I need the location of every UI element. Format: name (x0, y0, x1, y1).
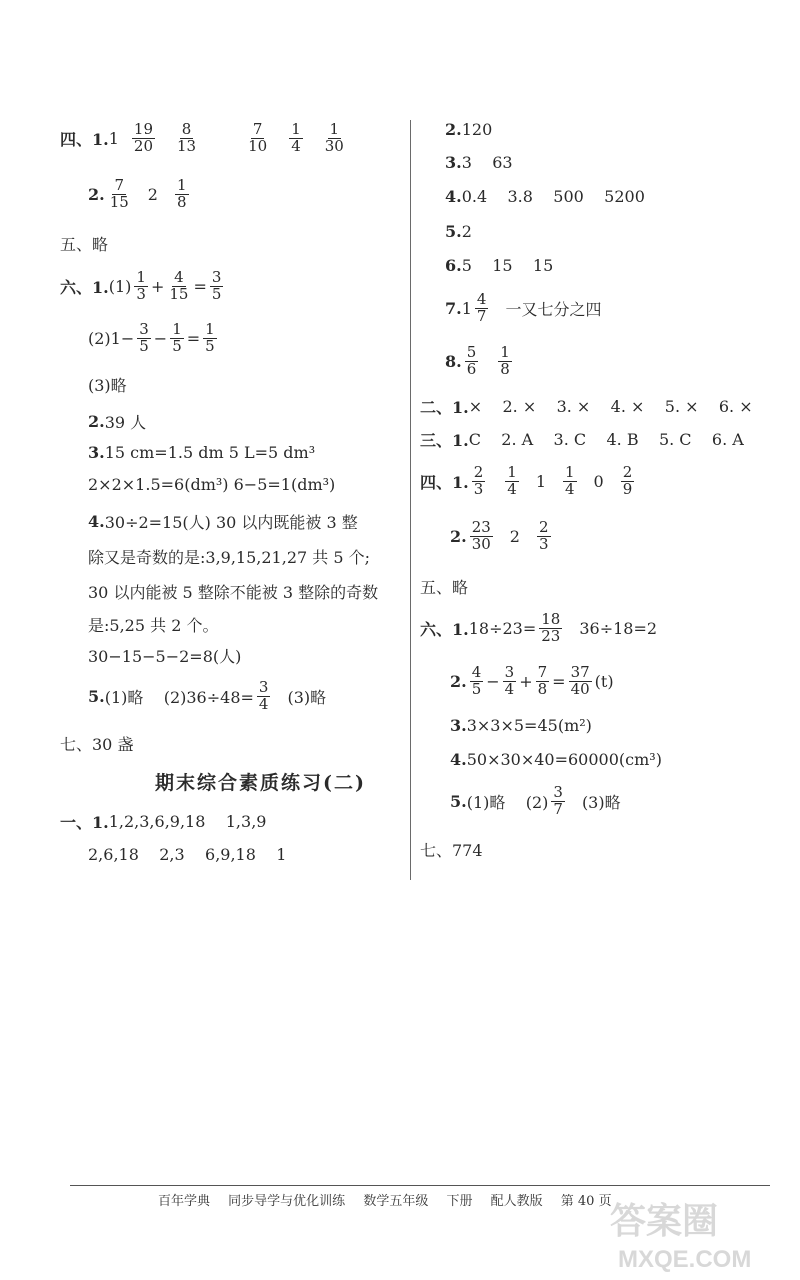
fraction: $\frac{4}{15}$ (169, 268, 189, 303)
fraction: $\frac{37}{40}$ (570, 663, 590, 698)
fraction: $\frac{1}{30}$ (324, 120, 344, 155)
answer-5: 五、略 (60, 235, 109, 254)
r-answer-4: 4. 0.4 3.8 500 5200 (445, 187, 645, 206)
answer-6-1-3: (3)略 (88, 376, 127, 395)
answer-6-1-2: (2)1− $\frac{3}{5}$ − $\frac{1}{5}$ = $\frac{1}{5}$ (88, 320, 215, 355)
fraction: $\frac{1}{5}$ (205, 320, 215, 355)
r-section-6-5: 5. (1)略 (2) $\frac{3}{7}$ (3)略 (450, 783, 621, 818)
fraction: $\frac{23}{30}$ (471, 518, 491, 553)
answer-6-4: 4. 30÷2=15(人) 30 以内既能被 3 整 (88, 512, 358, 532)
answer-6-4-e: 30−15−5−2=8(人) (88, 647, 242, 666)
fraction: $\frac{7}{15}$ (109, 176, 129, 211)
r-section-6-1: 六、1. 18÷23= $\frac{18}{23}$ 36÷18=2 (420, 610, 658, 645)
page-footer (158, 1190, 626, 1209)
r-section-3: 三、1. C 2. A 3. C 4. B 5. C 6. A (420, 430, 744, 450)
r-section-6-2: 2. $\frac{4}{5}$ − $\frac{3}{4}$ + $\frac{7}{8}$ = $\frac{37}{40}$ (t) (450, 663, 614, 698)
fraction: $\frac{4}{5}$ (471, 663, 482, 698)
svg-text:答案圈: 答案圈 (610, 1200, 719, 1241)
answer-6-4-b: 除又是奇数的是:3,9,15,21,27 共 5 个; (88, 548, 371, 567)
r-section-5: 五、略 (420, 578, 469, 597)
answer-4-1: 四、1. 1 $\frac{19}{20}$ $\frac{8}{13}$ $\frac{7}{10}$ $\frac{1}{4}$ $\frac{1}{30}$ (60, 120, 344, 155)
r-answer-3: 3. 3 63 (445, 153, 513, 172)
answer-4-2: 2. $\frac{7}{15}$ 2 $\frac{1}{8}$ (88, 176, 187, 211)
fraction: $\frac{2}{3}$ (473, 463, 484, 498)
footer-brand: 百年学典 (158, 1194, 211, 1209)
footer-subject: 数学五年级 (363, 1194, 429, 1209)
fraction: $\frac{3}{5}$ (139, 320, 149, 355)
fraction: $\frac{3}{5}$ (211, 268, 222, 303)
footer-volume: 下册 (446, 1194, 473, 1209)
answer-6-5: 5. (1)略 (2)36÷48= $\frac{3}{4}$ (3)略 (88, 678, 327, 713)
footer-page: 第 40 页 (560, 1194, 612, 1209)
watermark-logo (600, 1195, 780, 1275)
r-section-4-1: 四、1. $\frac{2}{3}$ $\frac{1}{4}$ 1 $\frac{1}{4}$ 0 $\frac{2}{9}$ (420, 463, 633, 498)
section-heading: 期末综合素质练习(二) (155, 772, 366, 794)
r-section-4-2: 2. $\frac{23}{30}$ 2 $\frac{2}{3}$ (450, 518, 549, 553)
column-divider (410, 120, 411, 880)
r-section-2: 二、1. × 2. × 3. × 4. × 5. × 6. × (420, 397, 753, 417)
fraction: $\frac{2}{3}$ (538, 518, 549, 553)
fraction: $\frac{1}{8}$ (176, 176, 187, 211)
fraction: $\frac{1}{5}$ (172, 320, 182, 355)
answer-6-3: 3. 15 cm=1.5 dm 5 L=5 dm³ (88, 443, 316, 462)
answer-6-4-c: 30 以内能被 5 整除不能被 3 整除的奇数 (88, 583, 379, 602)
answer-6-3-b: 2×2×1.5=6(dm³) 6−5=1(dm³) (88, 475, 336, 494)
r-answer-2: 2. 120 (445, 120, 493, 139)
r-answer-7: 7. 1 $\frac{4}{7}$ 一又七分之四 (445, 290, 602, 325)
fraction: $\frac{3}{7}$ (553, 783, 563, 818)
fraction: $\frac{18}{23}$ (541, 610, 561, 645)
fraction: $\frac{1}{3}$ (136, 268, 146, 303)
fraction: $\frac{19}{20}$ (133, 120, 153, 155)
answer-6-4-d: 是:5,25 共 2 个。 (88, 616, 219, 635)
fraction: $\frac{2}{9}$ (622, 463, 633, 498)
fraction: $\frac{3}{4}$ (504, 663, 515, 698)
fraction: $\frac{1}{8}$ (500, 343, 510, 378)
answer-7: 七、30 盏 (60, 735, 134, 754)
footer-rule (70, 1185, 770, 1186)
r-section-6-3: 3. 3×3×5=45(m²) (450, 716, 592, 735)
fraction: $\frac{3}{4}$ (258, 678, 269, 713)
fraction: $\frac{1}{4}$ (565, 463, 575, 498)
r-section-7: 七、774 (420, 841, 483, 860)
fraction: $\frac{1}{4}$ (291, 120, 301, 155)
footer-series: 同步导学与优化训练 (228, 1194, 346, 1209)
fraction: $\frac{7}{10}$ (248, 120, 268, 155)
answer-1-1: 一、1. 1,2,3,6,9,18 1,3,9 (60, 812, 267, 832)
r-answer-5: 5. 2 (445, 222, 472, 241)
fraction: $\frac{5}{6}$ (466, 343, 477, 378)
fraction: $\frac{7}{8}$ (537, 663, 548, 698)
r-section-6-4: 4. 50×30×40=60000(cm³) (450, 750, 662, 769)
r-answer-8: 8. $\frac{5}{6}$ $\frac{1}{8}$ (445, 343, 510, 378)
svg-text:MXQE.COM: MXQE.COM (618, 1246, 752, 1273)
fraction: $\frac{4}{7}$ (476, 290, 487, 325)
answer-6-1: 六、1. (1) $\frac{1}{3}$ + $\frac{4}{15}$ = $\frac{3}{5}$ (60, 268, 222, 303)
answer-1-1-b: 2,6,18 2,3 6,9,18 1 (88, 845, 287, 864)
footer-edition: 配人教版 (490, 1194, 543, 1209)
fraction: $\frac{1}{4}$ (507, 463, 517, 498)
r-answer-6: 6. 5 15 15 (445, 256, 554, 275)
fraction: $\frac{8}{13}$ (177, 120, 197, 155)
answer-6-2: 2. 39 人 (88, 412, 147, 432)
